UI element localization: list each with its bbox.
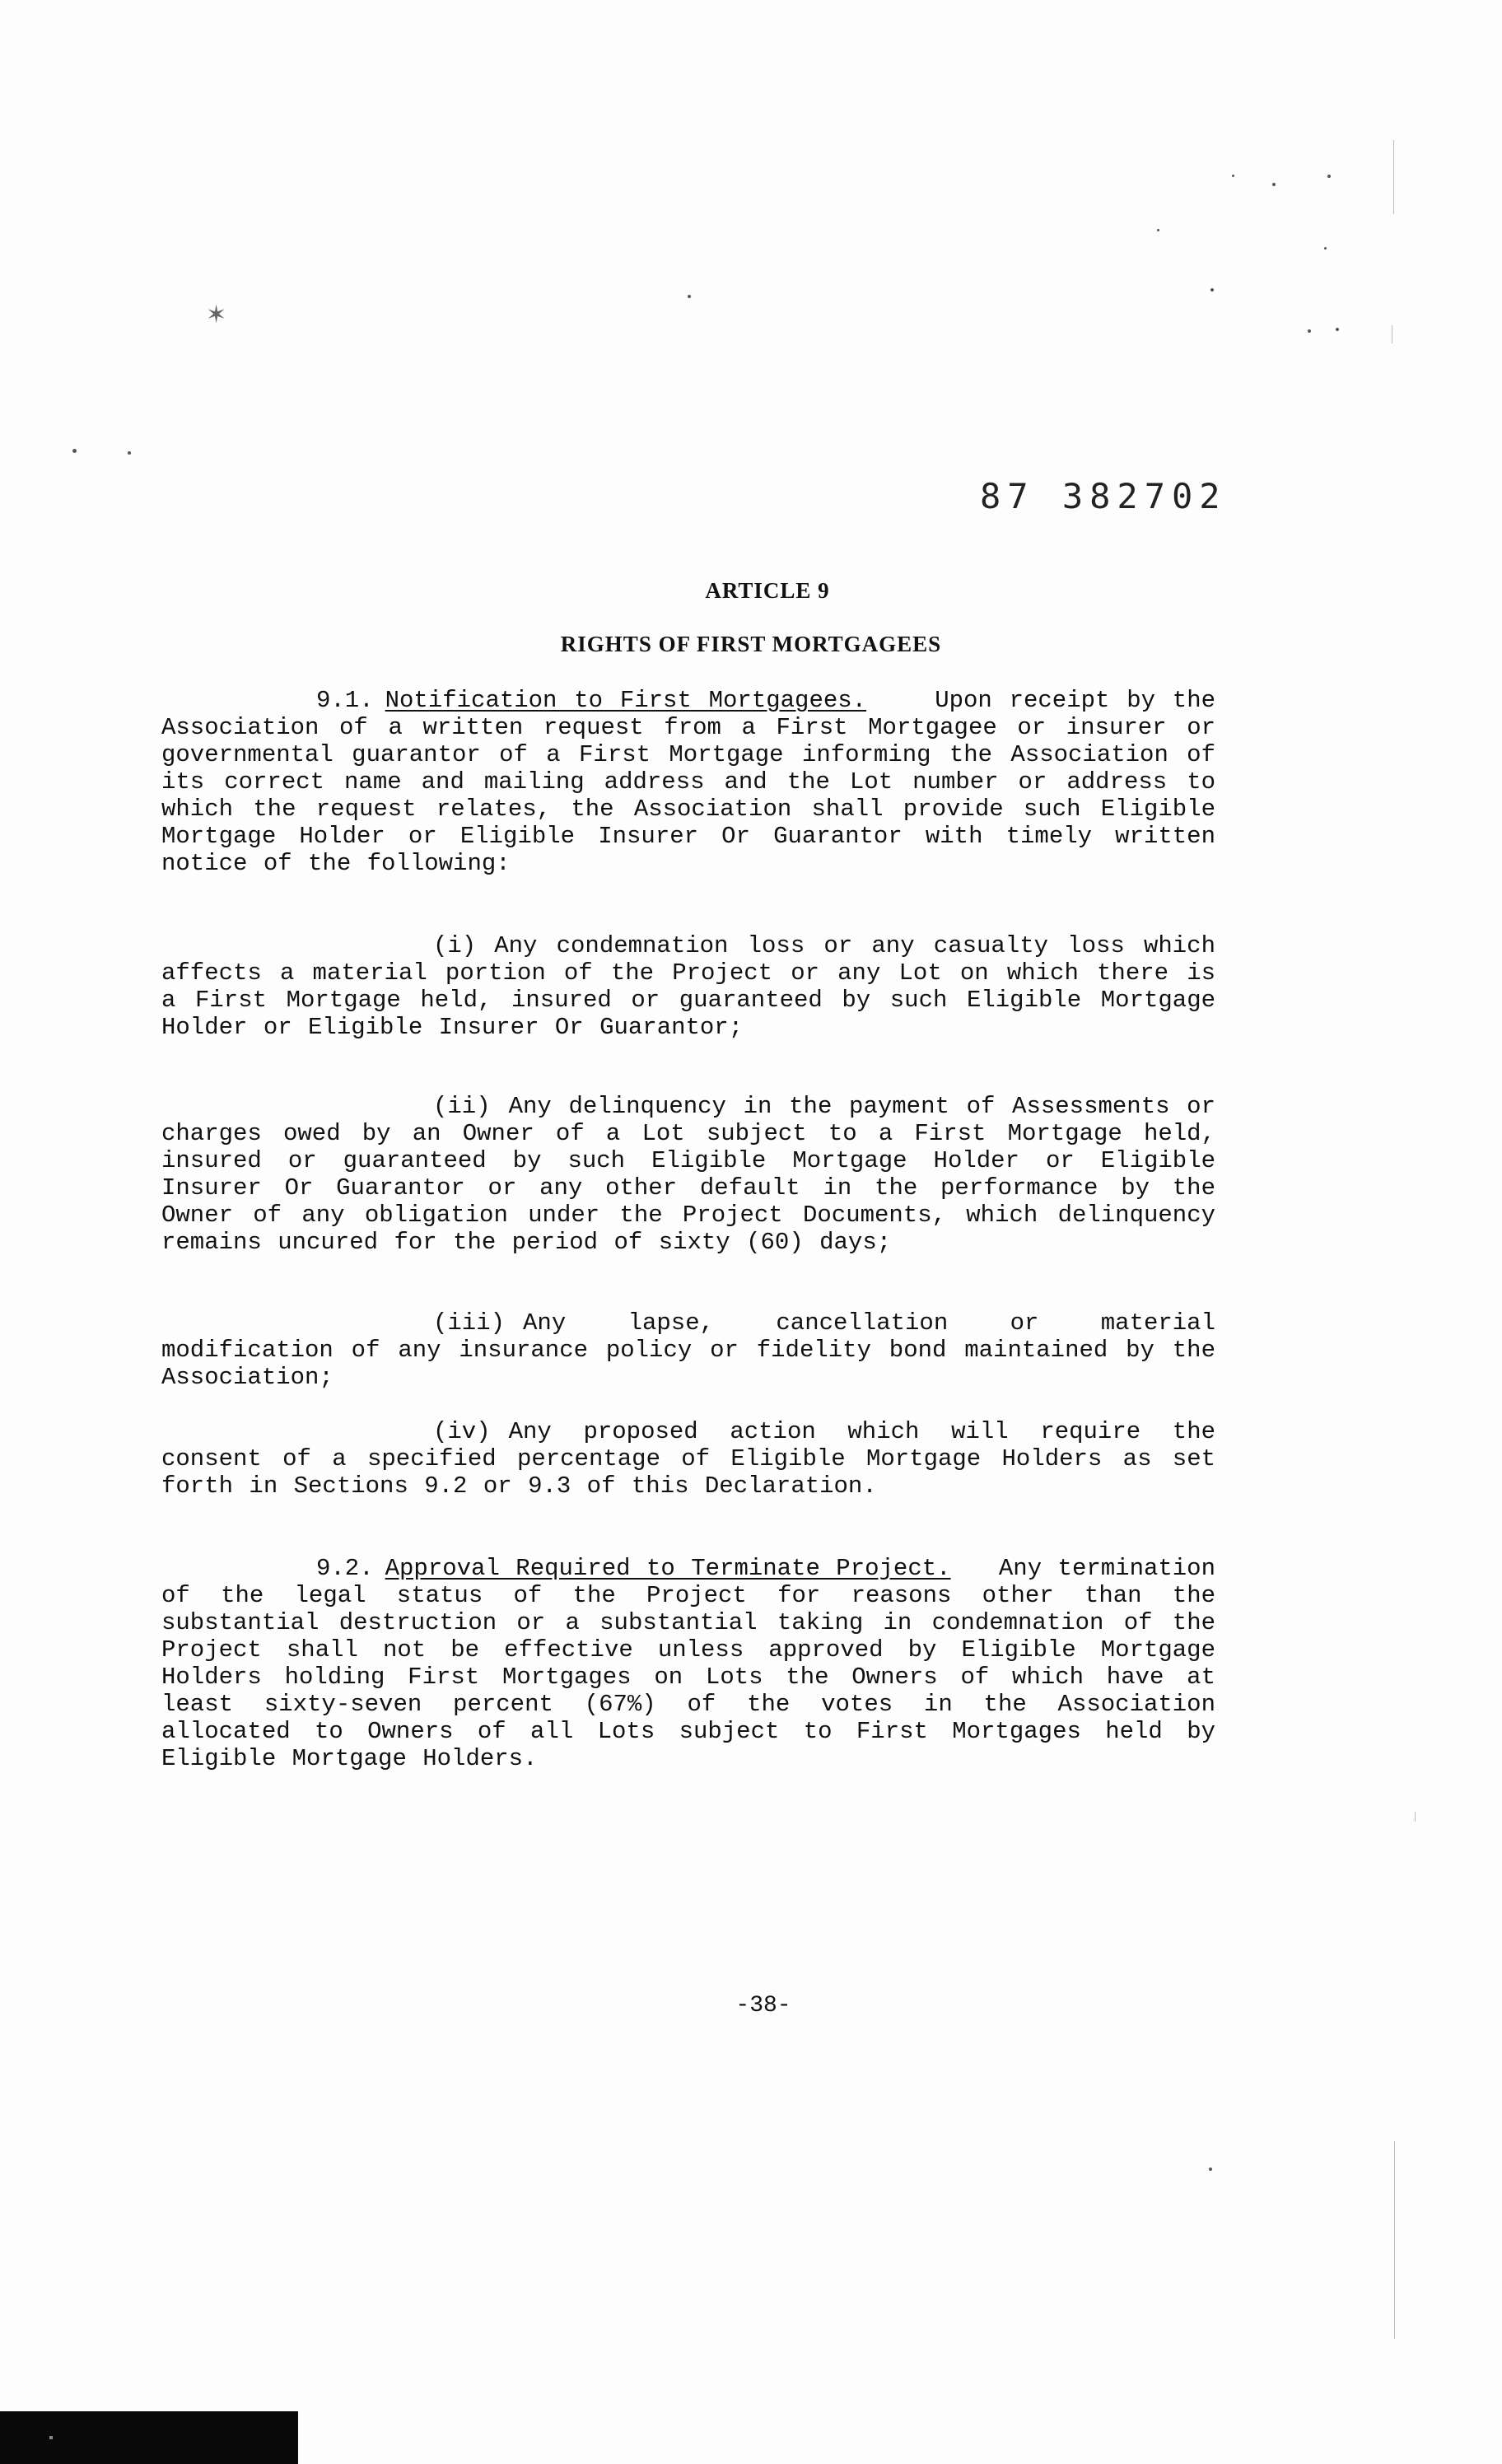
subsection-body: Any delinquency in the payment of Assessments or charges owed by an Owner of a Lot subject to a First Mortgage held, insured or guaranteed by such Eligible Mortgage Holder or Eligible Insurer Or Guarantor or any other default in the performance by the Owner of any obligation under the Project Documents, which delinquency remains uncured for the period of sixty (60) days;: [161, 1093, 1215, 1256]
subsection-body: Any proposed action which will require the consent of a specified percentage of Eligible Mortgage Holders as set forth in Sections 9.2 or 9.3 of this Declaration.: [161, 1418, 1215, 1500]
subsection-body: Any lapse, cancellation or material modification of any insurance policy or fidelity bond maintained by the Association;: [161, 1309, 1215, 1391]
section-9-1: [161, 687, 1215, 877]
subsection-ii: [161, 1093, 1215, 1256]
subsection-i: [161, 932, 1215, 1041]
subsection-label: (iv): [433, 1418, 491, 1445]
page-number: -38-: [735, 1993, 791, 2018]
scan-speck: [1210, 288, 1214, 292]
scan-speck: [688, 295, 691, 298]
scan-speck: [72, 449, 77, 453]
scan-speck: [1324, 247, 1327, 250]
article-title: RIGHTS OF FIRST MORTGAGEES: [560, 632, 942, 656]
scan-artifact-mark: ✶: [206, 301, 227, 329]
scan-speck: [1336, 328, 1339, 331]
subsection-label: (iii): [433, 1309, 506, 1337]
subsection-iii: [161, 1309, 1215, 1391]
scan-speck: [1272, 183, 1276, 186]
section-heading: Approval Required to Terminate Project.: [385, 1555, 951, 1582]
section-9-2: [161, 1555, 1215, 1772]
scan-edge-line: [1393, 140, 1394, 214]
scan-edge-line: [1415, 1812, 1416, 1822]
section-body: Upon receipt by the Association of a written request from a First Mortgagee or insurer or governmental guarantor of a First Mortgage informing the Association of its correct name and mailing address and the Lot number or address to which the request relates, the Association shall provide such Eligible Mortgage Holder or Eligible Insurer Or Guarantor with timely written notice of the following:: [161, 687, 1215, 877]
scan-speck: [1327, 175, 1331, 178]
subsection-label: (ii): [433, 1093, 491, 1120]
subsection-iv: [161, 1418, 1215, 1500]
scan-speck: [1232, 175, 1234, 177]
scan-speck: [1308, 329, 1311, 333]
scan-speck: [128, 451, 131, 455]
subsection-body: Any condemnation loss or any casualty loss which affects a material portion of the Project or any Lot on which there is a First Mortgage held, insured or guaranteed by such Eligible Mortgage Holder or Eligible Insurer Or Guarantor;: [161, 932, 1215, 1041]
scan-edge-line: [1394, 2141, 1395, 2339]
section-number: 9.1.: [316, 687, 374, 714]
article-heading: ARTICLE 9: [705, 578, 830, 603]
section-number: 9.2.: [316, 1555, 374, 1582]
section-body: Any termination of the legal status of the Project for reasons other than the substantial destruction or a substantial taking in condemnation of the Project shall not be effective unless approved by Eligible Mortgage Holders holding First Mortgages on Lots the Owners of which have at least sixty-seven percent (67%) of the votes in the Association allocated to Owners of all Lots subject to First Mortgages held by Eligible Mortgage Holders.: [161, 1555, 1215, 1772]
subsection-label: (i): [433, 932, 477, 959]
recording-number: 87 382702: [980, 476, 1227, 516]
scan-speck: [1157, 229, 1159, 231]
section-heading: Notification to First Mortgagees.: [385, 687, 867, 714]
scan-black-bar: [0, 2411, 298, 2464]
scan-speck: [1209, 2168, 1212, 2171]
